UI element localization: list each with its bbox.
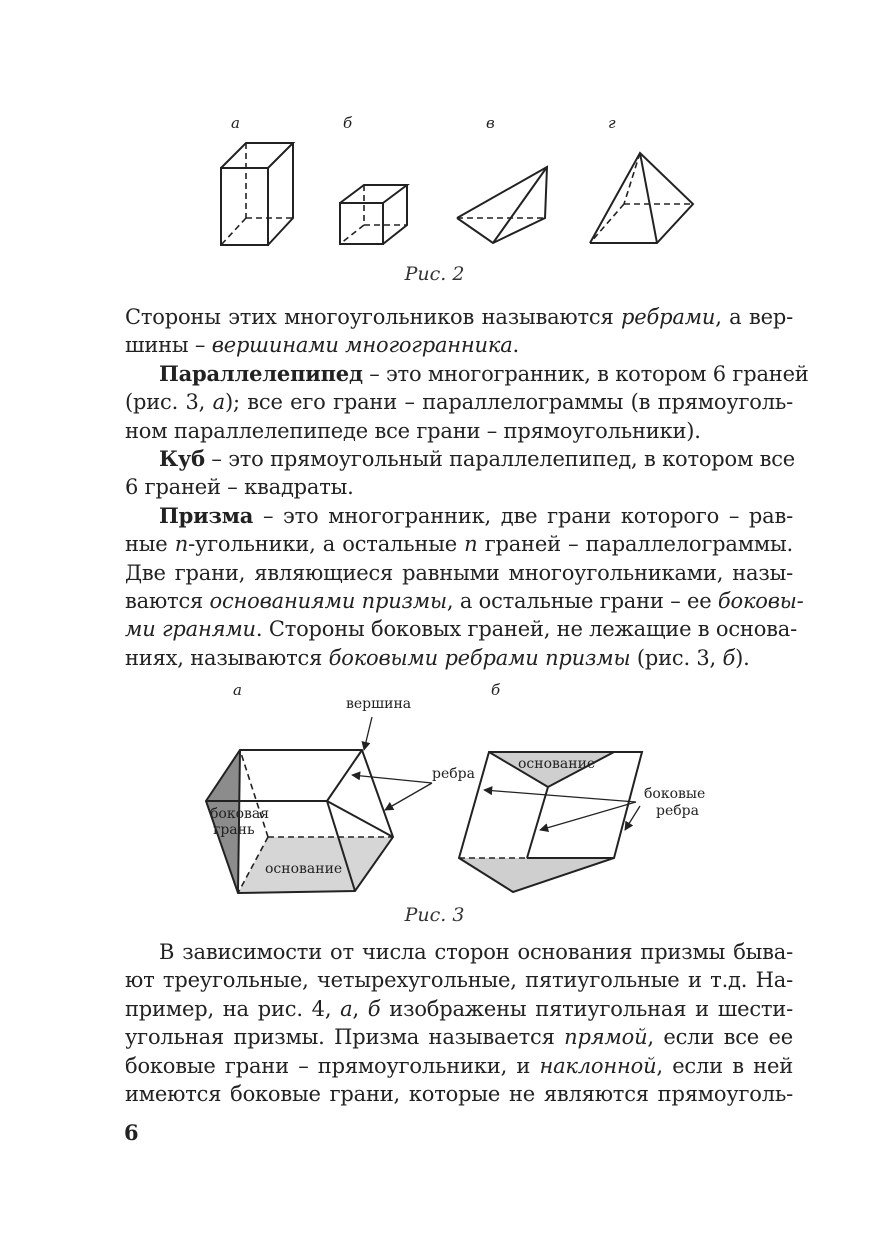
text-run: ,	[352, 996, 368, 1021]
paragraph-parallelepiped	[125, 360, 809, 445]
text-line	[125, 417, 793, 445]
term-italic: n	[174, 532, 189, 557]
term-italic: n	[464, 532, 478, 557]
term-italic: основаниями призмы	[209, 589, 447, 614]
text-run: .	[512, 333, 520, 358]
text-block-top	[125, 303, 809, 672]
paragraph-prism	[125, 502, 804, 672]
figure-3-drawing	[0, 680, 869, 905]
text-line	[125, 644, 793, 672]
fig2-label-d: г	[608, 114, 616, 132]
fig3-prism	[459, 752, 642, 892]
fig2-tall-box	[221, 143, 293, 245]
text-run: ваются	[125, 589, 210, 614]
fig3-annotation-lateral-face-2: грань	[213, 822, 255, 838]
term-italic: ребрами	[621, 305, 716, 329]
text-run: (рис. 3,	[630, 645, 723, 670]
term-italic: боковыми ребрами призмы	[328, 645, 631, 670]
fig2-label-b: б	[343, 114, 353, 132]
text-run: 6 граней – квадраты.	[125, 475, 354, 500]
term-bold: Призма	[159, 502, 254, 528]
fig3-annotation-lateral-edges-2: ребра	[656, 803, 699, 819]
text-run: , а вер-	[715, 305, 793, 329]
figure-2	[0, 100, 869, 265]
term-italic: наклонной	[539, 1053, 657, 1078]
fig3-annotation-edges: ребра	[432, 766, 475, 782]
text-line	[125, 559, 793, 587]
text-run: боковые грани – прямоугольники, и	[125, 1053, 540, 1078]
text-run: . Стороны боковых граней, не лежащие в основа-	[255, 617, 797, 642]
text-line	[125, 938, 793, 966]
term-bold: Куб	[159, 446, 205, 472]
text-run: пример, на рис. 4,	[125, 996, 341, 1021]
text-line	[125, 502, 793, 530]
figure-3-caption: Рис. 3	[404, 904, 465, 926]
fig2-label-a: а	[231, 114, 240, 132]
fig2-tetrahedron	[457, 167, 547, 243]
term-italic: боковы-	[717, 589, 804, 614]
fig2-label-c: в	[486, 114, 495, 132]
term-italic: б	[722, 645, 736, 670]
term-italic: прямой	[564, 1025, 648, 1050]
text-line	[125, 331, 793, 359]
text-run: (рис. 3,	[125, 390, 213, 415]
text-line	[125, 1052, 793, 1080]
term-italic: вершинами многогранника	[211, 333, 513, 358]
term-italic: а	[340, 996, 353, 1021]
paragraph-prism-types	[125, 938, 793, 1108]
text-run: шины –	[125, 333, 212, 358]
fig3-annotation-vertex: вершина	[346, 696, 412, 712]
figure-2-caption: Рис. 2	[404, 263, 465, 285]
text-run: граней – параллелограммы.	[477, 532, 793, 557]
text-line	[125, 1023, 793, 1051]
fig3-annotation-base-b: основание	[518, 756, 596, 772]
text-run: , если в ней	[656, 1053, 794, 1078]
text-line	[125, 388, 793, 416]
term-italic: а	[212, 390, 225, 415]
term-bold: Параллелепипед	[159, 360, 363, 386]
paragraph-cube	[125, 445, 796, 502]
text-line	[125, 445, 796, 473]
term-italic: ми гранями	[125, 617, 256, 642]
text-run: изображены пятиугольная и шести-	[380, 996, 793, 1021]
fig2-cube	[340, 185, 407, 244]
text-run: ном параллелепипеде все грани – прямоугольники).	[125, 418, 701, 443]
text-line	[125, 473, 793, 501]
fig2-pyramid	[590, 153, 693, 243]
page-number: 6	[124, 1120, 139, 1145]
text-run: -угольники, а остальные	[188, 532, 465, 557]
text-run: , если все ее	[647, 1025, 794, 1050]
text-run: ют треугольные, четырехугольные, пятиугольные и т.д. На-	[125, 968, 793, 993]
text-line	[125, 303, 793, 331]
text-run: ); все его грани – параллелограммы (в прямоуголь-	[224, 390, 794, 415]
text-run: Две грани, являющиеся равными многоугольниками, назы-	[125, 560, 793, 585]
text-line	[125, 995, 793, 1023]
text-line	[125, 530, 793, 558]
text-run: – это многогранник, две грани которого – рав-	[253, 503, 793, 528]
text-run: ниях, называются	[125, 645, 329, 670]
fig3-label-b: б	[491, 681, 501, 699]
text-run: – это прямоугольный параллелепипед, в котором все	[204, 447, 796, 472]
text-run: – это многогранник, в котором 6 граней	[362, 361, 809, 386]
fig3-annotation-base-a: основание	[265, 861, 343, 877]
fig3-label-a: а	[233, 681, 242, 699]
text-block-bottom	[125, 938, 793, 1108]
text-run: угольная призмы. Призма называется	[125, 1025, 565, 1050]
text-run: ).	[735, 645, 750, 670]
text-line	[125, 1080, 793, 1108]
text-line	[125, 360, 809, 388]
fig3-annotation-lateral-edges-1: боковые	[644, 786, 706, 802]
text-line	[125, 587, 804, 615]
text-line	[125, 966, 793, 994]
term-italic: б	[367, 996, 381, 1021]
figure-3	[0, 680, 869, 905]
text-run: ные	[125, 532, 175, 557]
figure-2-drawing	[0, 100, 869, 265]
paragraph-edges	[125, 303, 793, 360]
text-run: имеются боковые грани, которые не являются прямоуголь-	[125, 1082, 793, 1107]
fig3-annotation-lateral-face-1: боковая	[210, 806, 270, 822]
text-run: , а остальные грани – ее	[446, 589, 718, 614]
text-run: В зависимости от числа сторон основания призмы быва-	[159, 940, 793, 964]
text-line	[125, 615, 797, 643]
text-run: Стороны этих многоугольников называются	[125, 305, 622, 329]
